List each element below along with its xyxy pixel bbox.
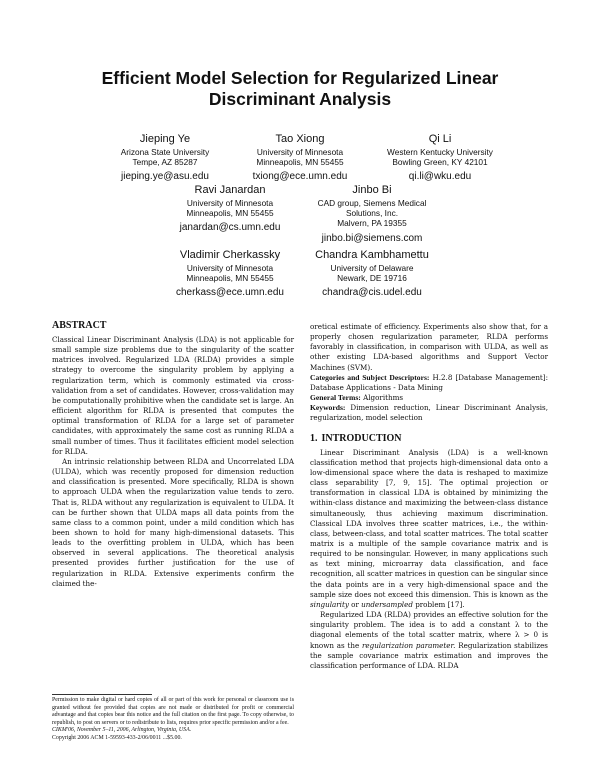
section-heading-introduction bbox=[310, 433, 548, 445]
author-block bbox=[287, 184, 457, 245]
author-email[interactable]: janardan@cs.umn.edu bbox=[179, 222, 281, 234]
author-email[interactable]: cherkass@ece.umn.edu bbox=[176, 287, 284, 299]
author-name: Jieping Ye bbox=[139, 133, 191, 145]
section-number: 1. bbox=[310, 432, 318, 444]
intro-paragraph bbox=[310, 448, 548, 611]
author-affiliation: CAD group, Siemens Medical bbox=[317, 198, 427, 208]
author-address: Minneapolis, MN 55455 bbox=[186, 208, 274, 219]
categories-label: Categories and Subject Descriptors: bbox=[310, 372, 430, 382]
abstract-paragraph: Classical Linear Discriminant Analysis (LDA) is not applicable for small sample size problems due to the singularity of the scatter matrices involved. Regularized LDA (RLDA) provides a simple strategy to overcome the singularity problem by applying a regularization term, which is commonly estimated via cross-validation from a set of candidates. However, cross-validation may be computationally prohibitive when the candidate set is large. An efficient algorithm for RLDA is presented that computes the optimal transformation of RLDA for a large set of parameter candidates, with approximately the same cost as running RLDA a small number of times. Thus it facilitates efficient model selection for RLDA. bbox=[52, 335, 294, 456]
keywords-text: Dimension reduction, Linear Discriminant Analysis, regularization, model selection bbox=[310, 403, 548, 423]
categories-text: H.2.8 [Database Management]: Database Applications - Data Mining bbox=[310, 372, 548, 392]
author-email[interactable]: jieping.ye@asu.edu bbox=[121, 171, 209, 183]
author-name: Qi Li bbox=[428, 133, 452, 145]
intro-paragraph bbox=[310, 610, 548, 671]
keywords-block bbox=[310, 403, 548, 423]
left-column bbox=[52, 320, 294, 589]
categories-block bbox=[310, 373, 548, 393]
author-address: Solutions, Inc. bbox=[345, 208, 399, 219]
abstract-continuation: oretical estimate of efficiency. Experiments also show that, for a properly chosen regularization parameter, RLDA performs favorably in classification, in comparison with ULDA, as well as other existing LDA-based algorithms and Support Vector Machines (SVM). bbox=[310, 322, 548, 372]
section-title: INTRODUCTION bbox=[321, 432, 402, 444]
author-address: Malvern, PA 19355 bbox=[337, 218, 407, 229]
author-affiliation: Western Kentucky University bbox=[387, 147, 493, 157]
abstract-heading: ABSTRACT bbox=[52, 320, 107, 331]
right-column bbox=[310, 322, 548, 671]
author-affiliation: University of Minnesota bbox=[186, 198, 274, 208]
author-name: Tao Xiong bbox=[275, 133, 325, 145]
general-terms-label: General Terms: bbox=[310, 393, 361, 403]
footnote-rule bbox=[52, 694, 152, 695]
author-email[interactable]: qi.li@wku.edu bbox=[408, 171, 472, 183]
permission-footnote bbox=[52, 697, 294, 743]
author-affiliation: Arizona State University bbox=[120, 147, 210, 157]
author-address: Bowling Green, KY 42101 bbox=[392, 157, 488, 168]
keywords-label: Keywords: bbox=[310, 403, 346, 413]
author-block bbox=[287, 249, 457, 299]
author-affiliation: University of Delaware bbox=[330, 263, 414, 273]
permission-text: Permission to make digital or hard copies of all or part of this work for personal or classroom use is granted without fee provided that copies are not made or distributed for profit or commercial advantage and that copies bear this notice and the full citation on the first page. To copy otherwise, to republish, to post on servers or to redistribute to lists, requires prior specific permission and/or a fee. bbox=[52, 697, 294, 726]
intro-text: Linear Discriminant Analysis (LDA) is a well-known classification method that projects high-dimensional data onto a low-dimensional space where the data is reshaped to maximize class separability [7, 9, 15]. The optimal projection or transformation in classical LDA is obtained by minimizing the within-class distance and maximizing the between-class distance simultaneously, thus achieving maximum discrimination. Classical LDA involves three scatter matrices, i.e., the within-class, between-class, and total scatter matrices. The total scatter matrix is a multiple of the sample covariance matrix and is required to be nonsingular. However, in many applications such as text mining, microarray data classification, and face recognition, all scatter matrices in question can be singular since the data points are in a very high-dimensional space and the sample size does not exceed this dimension. This is known as the bbox=[310, 447, 548, 599]
author-address: Newark, DE 19716 bbox=[337, 273, 407, 284]
author-address: Minneapolis, MN 55455 bbox=[186, 273, 274, 284]
intro-text: Regularization stabilizes the sample covariance matrix estimation and improves the classification performance of LDA. RLDA bbox=[310, 640, 548, 670]
intro-text: Regularized LDA (RLDA) provides an effective solution for the singularity problem. The idea is to add a constant λ to the diagonal elements of the total scatter matrix, where λ > 0 is known as the bbox=[310, 610, 548, 650]
abstract-paragraph: An intrinsic relationship between RLDA and Uncorrelated LDA (ULDA), which was recently proposed for dimension reduction and classification is presented. More specifically, RLDA is shown to approach ULDA when the regularization value tends to zero. That is, RLDA without any regularization is equivalent to ULDA. It can be further shown that ULDA maps all data points from the same class to a common point, under a mild condition which has been shown to hold for many high-dimensional datasets. This leads to the overfitting problem in ULDA, which has been observed in several applications. The theoretical analysis presented provides further justification for the use of regularization in RLDA. Extensive experiments confirm the claimed the- bbox=[52, 456, 294, 588]
intro-emphasis: undersampled bbox=[361, 599, 413, 609]
author-affiliation: University of Minnesota bbox=[186, 263, 274, 273]
paper-title: Efficient Model Selection for Regularized Linear Discriminant Analysis bbox=[101, 68, 499, 109]
author-affiliation: University of Minnesota bbox=[256, 147, 344, 157]
author-block bbox=[355, 133, 525, 183]
intro-text: problem [17]. bbox=[415, 599, 465, 609]
intro-emphasis: regularization parameter. bbox=[361, 640, 456, 650]
general-terms-block bbox=[310, 393, 548, 403]
author-email[interactable]: jinbo.bi@siemens.com bbox=[321, 232, 423, 244]
author-name: Vladimir Cherkassky bbox=[179, 249, 281, 261]
author-address: Tempe, AZ 85287 bbox=[132, 157, 198, 168]
author-name: Chandra Kambhamettu bbox=[315, 249, 429, 261]
author-name: Jinbo Bi bbox=[352, 184, 392, 196]
intro-emphasis: singularity bbox=[310, 599, 349, 609]
author-address: Minneapolis, MN 55455 bbox=[256, 157, 344, 168]
intro-text: or bbox=[351, 599, 359, 609]
copyright-info: Copyright 2006 ACM 1-59593-433-2/06/0011 ...$5.00. bbox=[52, 734, 182, 741]
general-terms-text: Algorithms bbox=[363, 393, 404, 403]
author-email[interactable]: chandra@cis.udel.edu bbox=[322, 287, 422, 299]
author-name: Ravi Janardan bbox=[194, 184, 266, 196]
conference-info: CIKM'06, November 5–11, 2006, Arlington, Virginia, USA. bbox=[52, 727, 192, 734]
author-email[interactable]: txiong@ece.umn.edu bbox=[252, 171, 348, 183]
